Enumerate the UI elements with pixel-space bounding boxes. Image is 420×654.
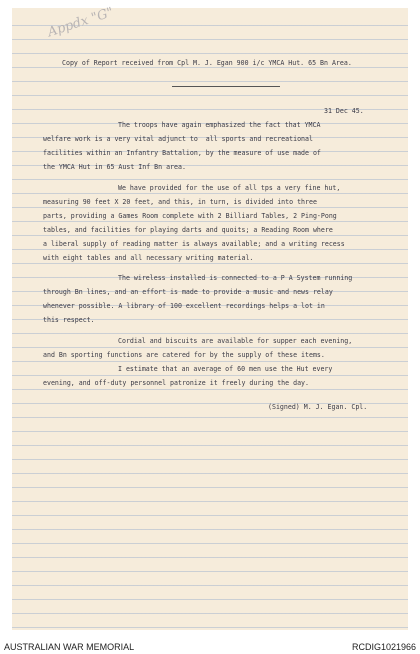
paragraph-line: a liberal supply of reading matter is always available; and a writing recess [43,240,345,248]
paragraph-line: through Bn lines, and an effort is made to provide a music and news relay [43,288,333,296]
paragraph-line: Cordial and biscuits are available for supper each evening, [118,337,353,345]
paragraph-line: the YMCA Hut in 65 Aust Inf Bn area. [43,163,186,171]
paragraph-line: whenever possible. A library of 100 excellent recordings helps a lot in [43,302,325,310]
paragraph-line: welfare work is a very vital adjunct to all sports and recreational [43,135,313,143]
footer-institution: AUSTRALIAN WAR MEMORIAL [4,642,135,652]
paragraph-line: this respect. [43,316,95,324]
handwritten-annotation: Appdx "G" [46,4,116,41]
paragraph-line: facilities within an Infantry Battalion, by the measure of use made of [43,149,321,157]
paragraph-line: We have provided for the use of all tps a very fine hut, [118,184,341,192]
document-page [12,4,408,630]
report-heading: Copy of Report received from Cpl M. J. Egan 900 i/c YMCA Hut. 65 Bn Area. [62,59,352,67]
signature-line: (Signed) M. J. Egan. Cpl. [268,403,368,411]
report-date: 31 Dec 45. [324,107,364,115]
paragraph-line: tables, and facilities for playing darts and quoits; a Reading Room where [43,226,333,234]
paragraph-line: The wireless installed is connected to a P A System running [118,274,353,282]
paragraph-line: parts, providing a Games Room complete with 2 Billiard Tables, 2 Ping-Pong [43,212,337,220]
paragraph-line: The troops have again emphasized the fact that YMCA [118,121,321,129]
paragraph-line: evening, and off-duty personnel patronize it freely during the day. [43,379,309,387]
paragraph-line: with eight tables and all necessary writing material. [43,254,254,262]
paragraph-line: I estimate that an average of 60 men use the Hut every [118,365,333,373]
footer-catalog-id: RCDIG1021966 [351,642,416,652]
heading-underline [172,86,280,87]
paragraph-line: and Bn sporting functions are catered for by the supply of these items. [43,351,325,359]
paragraph-line: measuring 90 feet X 20 feet, and this, in turn, is divided into three [43,198,317,206]
